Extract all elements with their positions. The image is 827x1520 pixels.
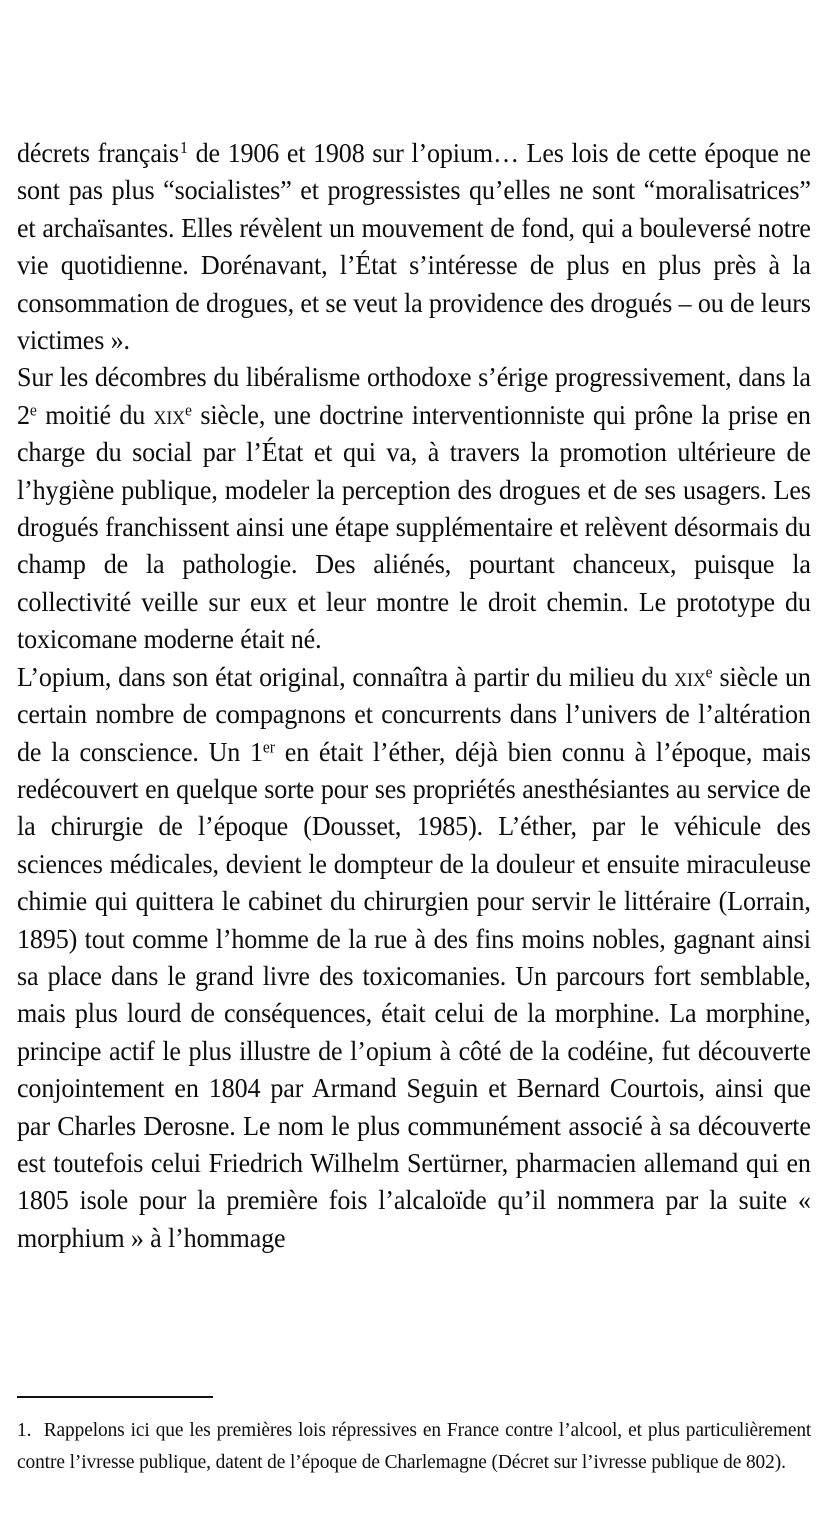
century-smallcaps-xix-2: xix — [674, 660, 706, 692]
ordinal-superscript-2e: e — [29, 400, 37, 420]
paragraph-3-seg-1: L’opium, dans son état original, connaîtra à partir du milieu du — [17, 660, 675, 692]
paragraph-1-text-before-footnote: décrets français — [17, 137, 179, 168]
paragraph-1 — [17, 134, 811, 358]
paragraph-3 — [17, 658, 811, 1257]
body-text-column — [17, 134, 811, 1256]
footnote-number: 1. — [17, 1419, 32, 1441]
footnote-text: Rappelons ici que les premières lois répressives en France contre l’alcool, et plus particulièrement contre l’ivresse publique, datent de l’époque de Charlemagne (Décret sur l’ivresse publique de 802). — [17, 1419, 812, 1473]
paragraph-2-seg-3: moitié du — [36, 398, 154, 430]
footnote-area — [17, 1396, 811, 1478]
ordinal-superscript-1er: er — [262, 736, 275, 756]
ordinal-superscript-xixe-2: e — [705, 662, 713, 682]
paragraph-2-seg-6: siècle, une doctrine interventionniste qui prône la prise en charge du social par l’État et qui va, à travers la promotion ultérieure de l’hygiène publique, modeler la perception des drogues et de ses usagers. Les drogués franchissent ainsi une étape supplémentaire et relèvent désormais du champ de la pathologie. Des aliénés, pourtant chanceux, puisque la collectivité veille sur eux et leur montre le droit chemin. Le prototype du toxicomane moderne était né. — [17, 398, 811, 655]
ordinal-superscript-xixe: e — [185, 400, 192, 420]
paragraph-3-seg-4: siècle un certain nombre de compagnons et concurrents dans l’univers de l’altération de la conscience. Un 1 — [17, 660, 811, 767]
paragraph-2 — [17, 358, 811, 657]
paragraph-1-text-after-footnote: de 1906 et 1908 sur l’opium… Les lois de cette époque ne sont pas plus “socialistes” et progressistes qu’elles ne sont “moralisatrices” et archaïsantes. Elles révèlent un mouvement de fond, qui a bouleversé notre vie quotidienne. Dorénavant, l’État s’intéresse de plus en plus près à la consommation de drogues, et se veut la providence des drogués – ou de leurs victimes ». — [17, 137, 811, 356]
paragraph-2-seg-1: Sur les décombres du libéralisme orthodoxe s’érige progressivement, dans la 2 — [17, 361, 811, 430]
century-smallcaps-xix: xix — [153, 398, 186, 430]
footnote-1 — [17, 1398, 811, 1478]
paragraph-3-seg-6: en était l’éther, déjà bien connu à l’époque, mais redécouvert en quelque sorte pour ses propriétés anesthésiantes au service de la chirurgie de l’époque (Dousset, 1985). L’éther, par le véhicule des sciences médicales, devient le dompteur de la douleur et ensuite miraculeuse chimie qui quittera le cabinet du chirurgien pour servir le littéraire (Lorrain, 1895) tout comme l’homme de la rue à des fins moins nobles, gagnant ainsi sa place dans le grand livre des toxicomanies. Un parcours fort semblable, mais plus lourd de conséquences, était celui de la morphine. La morphine, principe actif le plus illustre de l’opium à côté de la codéine, fut découverte conjointement en 1804 par Armand Seguin et Bernard Courtois, ainsi que par Charles Derosne. Le nom le plus communément associé à sa découverte est toutefois celui Friedrich Wilhelm Sertürner, pharmacien allemand qui en 1805 isole pour la première fois l’alcaloïde qu’il nommera par la suite « morphium » à l’hommage — [17, 735, 811, 1253]
footnote-reference-marker[interactable]: 1 — [179, 137, 188, 157]
